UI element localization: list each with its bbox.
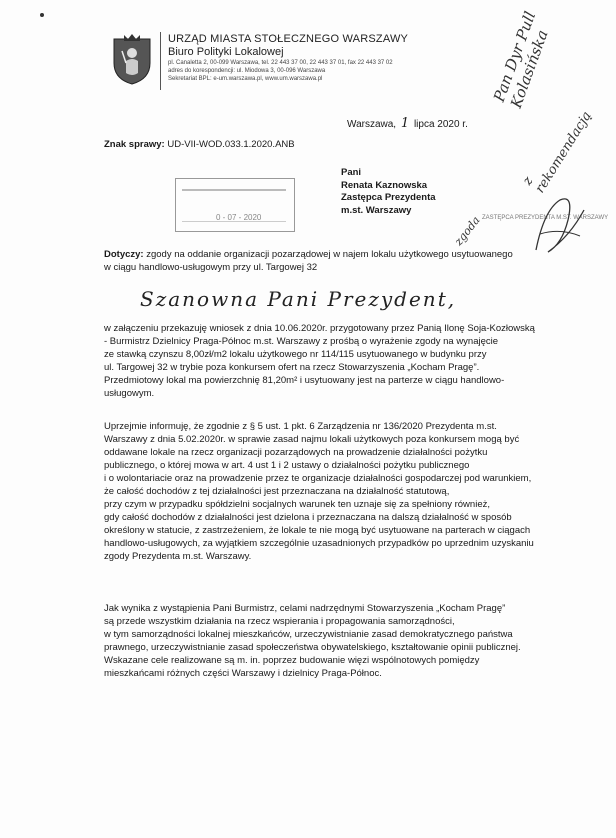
received-stamp [175,178,295,232]
handwritten-note-3: zgoda [452,213,483,249]
handwritten-note-2: z rekomendacją [520,108,595,196]
paragraph-line: określony w statucie, z zastrzeżeniem, że lokale te nie mogą być usytuowane na parterach w ciągach [104,525,531,536]
letter-date [347,116,468,131]
paragraph-line: usługowym. [104,388,155,399]
warsaw-crest-logo [110,33,154,85]
paragraph-line: publicznego, o której mowa w art. 4 ust 1 i 2 ustawy o działalności pożytku publicznego [104,460,470,471]
paragraph-line: oddawane lokale na rzecz organizacji pozarządowych na prowadzenie działalności pożytku [104,447,488,458]
paragraph-line: - Burmistrz Dzielnicy Praga-Północ m.st. Warszawy z prośbą o wyrażenie zgody na wynajęcie [104,336,499,347]
paragraph-1 [104,322,536,400]
paragraph-line: w tym samorządności lokalnej mieszkańców, urzeczywistnianie zasad demokratycznego państwa [104,629,513,640]
paragraph-line: mieszkańcami różnych części Warszawy i dzielnicy Praga-Północ. [104,668,382,679]
date-prefix: Warszawa, [347,119,397,130]
subject-text-1: zgody na oddanie organizacji pozarządowej w najem lokalu użytkowego usytuowanego [143,249,513,260]
paragraph-line: w załączeniu przekazuję wniosek z dnia 10.06.2020r. przygotowany przez Panią Ilonę Soja-Kozłowską [104,323,535,334]
paragraph-line: zgody Prezydenta m.st. Warszawy. [104,551,252,562]
subject-text-2: w ciągu handlowo-usługowym przy ul. Targowej 32 [104,262,318,273]
handwritten-signature [530,190,590,260]
recipient-title: Zastępca Prezydenta [341,192,436,203]
punch-mark [40,13,44,17]
handwritten-greeting: Szanowna Pani Prezydent, [140,287,457,311]
paragraph-line: ze stawką czynszu 8,00zł/m2 lokalu użytkowego nr 114/115 usytuowanego w budynku przy [104,349,487,360]
recipient-city: m.st. Warszawy [341,204,412,216]
address-line: pl. Canaletta 2, 00-099 Warszawa, tel. 22 443 37 00, 22 443 37 01, fax 22 443 37 02 [168,60,393,66]
paragraph-line: handlowo-usługowych, za wyjątkiem szczególnie uzasadnionych przypadków po uprzednim uzyskaniu [104,538,534,549]
paragraph-2 [104,420,536,563]
paragraph-line: że całość dochodów z tej działalności jest przeznaczana na działalność statutową, [104,486,450,497]
recipient-salutation: Pani [341,167,362,178]
department-name: Biuro Polityki Lokalowej [168,46,284,58]
paragraph-line: Jak wynika z wystąpienia Pani Burmistrz, celami nadrzędnymi Stowarzyszenia „Kocham Pragę” [104,603,506,614]
handwritten-note-1: Pan Dyr Pull Kolasińska [490,9,552,111]
paragraph-line: są przede wszystkim działania na rzecz wspierania i propagowania samorządności, [104,616,455,627]
paragraph-line: Przedmiotowy lokal ma powierzchnię 81,20m² i usytuowany jest na parterze w ciągu handlowo- [104,375,505,386]
paragraph-line: i o wolontariacie oraz na prowadzenie przez te organizacje działalności gospodarczej pod warunkiem, [104,473,532,484]
reference-label: Znak sprawy: [104,139,165,150]
contact-line: Sekretariat BPL: e-um.warszawa.pl, www.um.warszawa.pl [168,76,323,82]
letterhead [168,33,408,83]
reference-value: UD-VII-WOD.033.1.2020.ANB [167,139,295,150]
header-divider [160,32,161,90]
paragraph-line: gdy całość dochodów z działalności jest dzielona i przeznaczana na dalszą działalność w sposób [104,512,512,523]
recipient-name: Renata Kaznowska [341,179,428,191]
paragraph-3 [104,602,536,680]
paragraph-line: ul. Targowej 32 w trybie poza konkursem ofert na rzecz Stowarzyszenia „Kocham Pragę”. [104,362,480,373]
date-rest: lipca 2020 r. [413,119,468,130]
paragraph-line: prawnego, urzeczywistnianie zasad społeczeństwa obywatelskiego, kształtowanie opinii publicznej. [104,642,521,653]
recipient-block [341,167,436,217]
deputy-mayor-stamp: ZASTĘPCA PREZYDENTA M.ST. WARSZAWY [482,215,609,221]
case-reference [104,139,295,150]
paragraph-line: Wskazane cele realizowane są m. in. poprzez budowanie więzi wspólnotowych pomiędzy [104,655,480,666]
stamp-date: 0 - 07 - 2020 [216,213,262,222]
paragraph-line: przy czym w przypadku spółdzielni socjalnych warunek ten uznaje się za spełniony również, [104,499,490,510]
subject-label: Dotyczy: [104,249,144,260]
office-name: URZĄD MIASTA STOŁECZNEGO WARSZAWY [168,33,409,45]
date-day-handwritten: 1 [400,116,410,131]
subject-line [104,248,534,274]
paragraph-line: Uprzejmie informuję, że zgodnie z § 5 ust. 1 pkt. 6 Zarządzenia nr 136/2020 Prezydenta m.st. [104,421,497,432]
correspondence-line: adres do korespondencji: ul. Miodowa 3, 00-096 Warszawa [168,68,326,74]
paragraph-line: Warszawy z dnia 5.02.2020r. w sprawie zasad najmu lokali użytkowych poza konkursem mogą być [104,434,520,445]
